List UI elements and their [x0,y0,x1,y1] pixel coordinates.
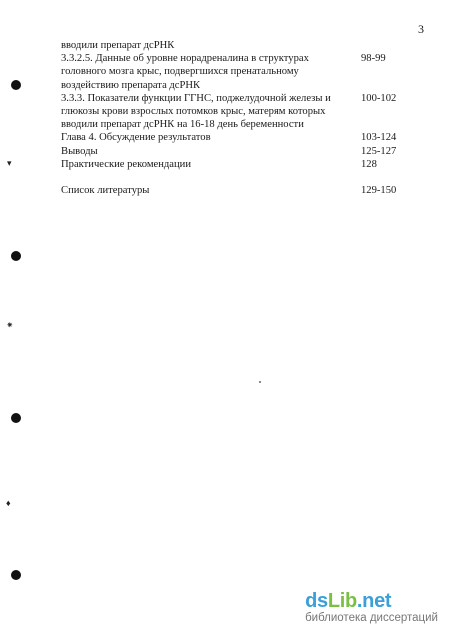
toc-entry-title [61,39,351,52]
watermark-tagline: библиотека диссертаций [305,612,438,624]
table-of-contents [61,39,421,197]
toc-entry [61,184,421,197]
watermark-logo: dsLib.net [305,590,392,612]
toc-entry [61,145,421,158]
punch-hole [11,80,21,90]
toc-line: 3.3.2.5. Данные об уровне норадреналина в структурах [61,53,309,65]
toc-entry [61,92,421,132]
toc-line: вводили препарат дсРНК [61,40,175,51]
punch-hole [11,413,21,423]
toc-line: головного мозга крыс, подвергшихся пренатальному [61,66,299,78]
toc-line: вводили препарат дсРНК на 16-18 день беременности [61,119,304,131]
toc-entry-pages: 100-102 [361,92,397,104]
scan-mark: ⁕ [6,320,14,330]
toc-entry-pages: 103-124 [361,132,397,144]
toc-entry-title [61,158,351,171]
toc-line: глюкозы крови взрослых потомков крыс, матерям которых [61,106,326,118]
toc-entry-pages: 125-127 [361,145,397,157]
toc-entry [61,131,421,144]
toc-entry [61,52,421,92]
toc-entry-pages: 129-150 [361,185,397,197]
punch-hole [11,570,21,580]
toc-entry-title [61,131,351,144]
toc-line: Практические рекомендации [61,158,191,170]
punch-hole [11,251,21,261]
toc-line: воздействию препарата дсРНК [61,79,201,91]
toc-entry-title [61,184,351,197]
toc-gap [61,171,421,184]
page-number: 3 [418,22,424,36]
toc-line: Список литературы [61,185,150,197]
site-watermark [305,590,438,625]
toc-entry-title [61,145,351,158]
toc-entry-title [61,52,351,92]
toc-entry [61,158,421,171]
scan-speck [259,381,261,383]
scan-mark: ♦ [6,498,11,508]
scan-mark: ▾ [7,158,12,168]
toc-line: Выводы [61,145,98,157]
toc-entry-pages: 128 [361,158,377,170]
toc-line: 3.3.3. Показатели функции ГГНС, поджелудочной железы и [61,92,331,104]
toc-entry [61,39,421,52]
toc-entry-title [61,92,351,132]
toc-entry-pages: 98-99 [361,53,386,65]
toc-line: Глава 4. Обсуждение результатов [61,132,211,144]
